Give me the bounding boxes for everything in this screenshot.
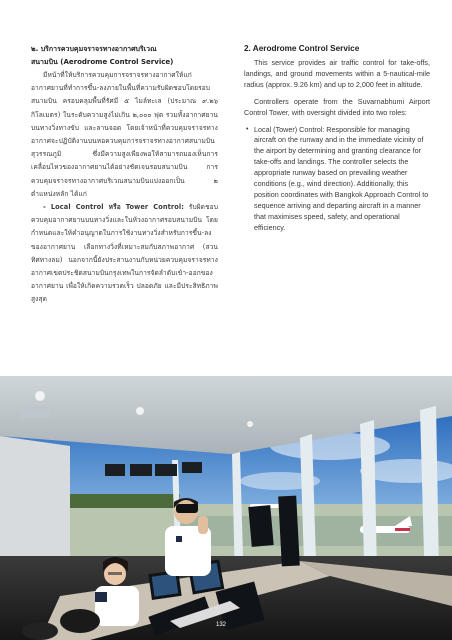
thai-sub-label: - Local Control หรือ Tower Control:: [43, 203, 184, 212]
english-paragraph-2: Controllers operate from the Suvarnabhumi Airport Control Tower, with oversight divided into two roles:: [244, 96, 430, 117]
thai-heading-line1: ๒. บริการควบคุมจราจรทางอากาศบริเวณ: [31, 45, 157, 53]
english-heading: 2. Aerodrome Control Service: [244, 44, 360, 53]
thai-paragraph-2-text: รับผิดชอบควบคุมอากาศยานบนทางวิ่งและในห้วงอากาศรอบสนามบิน โดยกำหนดและให้คำอนุญาตในการใช้งานทางวิ่งสำหรับการขึ้น-ลงของอากาศยาน เลือกทางวิ่งที่เหมาะสมกับสภาพอากาศ (สวนทิศทางลม) นอกจากนี้ยังประสานงานกับหน่วยควบคุมจราจรทางอากาศเขตประชิดสนามบินกรุงเทพในการจัดลำดับเข้า-ออกของอากาศยาน เพื่อให้เกิดความรวดเร็ว ปลอดภัย และมีประสิทธิภาพสูงสุด: [31, 203, 218, 304]
english-column: [244, 43, 430, 234]
control-tower-photo: [0, 376, 452, 640]
thai-column: [31, 43, 218, 307]
thai-paragraph-2: [31, 201, 218, 307]
thai-heading-line2: สนามบิน (Aerodrome Control Service): [31, 58, 174, 66]
thai-heading: [31, 43, 218, 69]
english-bullet-local-control: [246, 124, 430, 234]
page-number: 132: [216, 622, 227, 628]
english-bullet-1-text: Local (Tower) Control: Responsible for managing aircraft on the runway and in the immediate vicinity of the airport by determining and granting clearance for take-offs and landings. The controller selects the appropriate runway based on prevailing weather conditions (e.g., wind direction). Additionally, this position coordinates with Bangkok Approach Control to sequence arriving and departing aircraft in a manner that maximises speed, safety, and operational efficiency.: [254, 124, 429, 232]
english-paragraph-1: This service provides air traffic control for take-offs, landings, and ground movements within a 5-nautical-mile radius (approx. 9.26 km) and up to 2,000 feet in altitude.: [244, 58, 430, 89]
thai-paragraph-1: มีหน้าที่ให้บริการควบคุมการจราจรทางอากาศให้แก่อากาศยานที่ทำการขึ้น-ลงภายในพื้นที่ความรับผิดชอบโดยรอบสนามบิน ครอบคลุมพื้นที่รัศมี ๕ ไมล์ทะเล (ประมาณ ๙.๒๖ กิโลเมตร) ในระดับความสูงไม่เกิน ๒,๐๐๐ ฟุต รวมทั้งอากาศยานบนทางวิ่งทางขับ และลานจอด โดยเจ้าหน้าที่ควบคุมจราจรทางอากาศจะปฏิบัติงานบนหอควบคุมการจราจรทางอากาศสนามบินสุวรรณภูมิ ซึ่งมีความสูงเพียงพอให้สามารถมองเห็นการเคลื่อนไหวของอากาศยานได้อย่างชัดเจนรอบสนามบิน การควบคุมจราจรทางอากาศบริเวณสนามบินแบ่งออกเป็น ๒ ตำแหน่งหลัก ได้แก่: [31, 71, 218, 198]
control-tower-illustration: [0, 376, 452, 640]
english-roles-list: [244, 125, 430, 234]
bullet-icon: •: [246, 125, 249, 133]
